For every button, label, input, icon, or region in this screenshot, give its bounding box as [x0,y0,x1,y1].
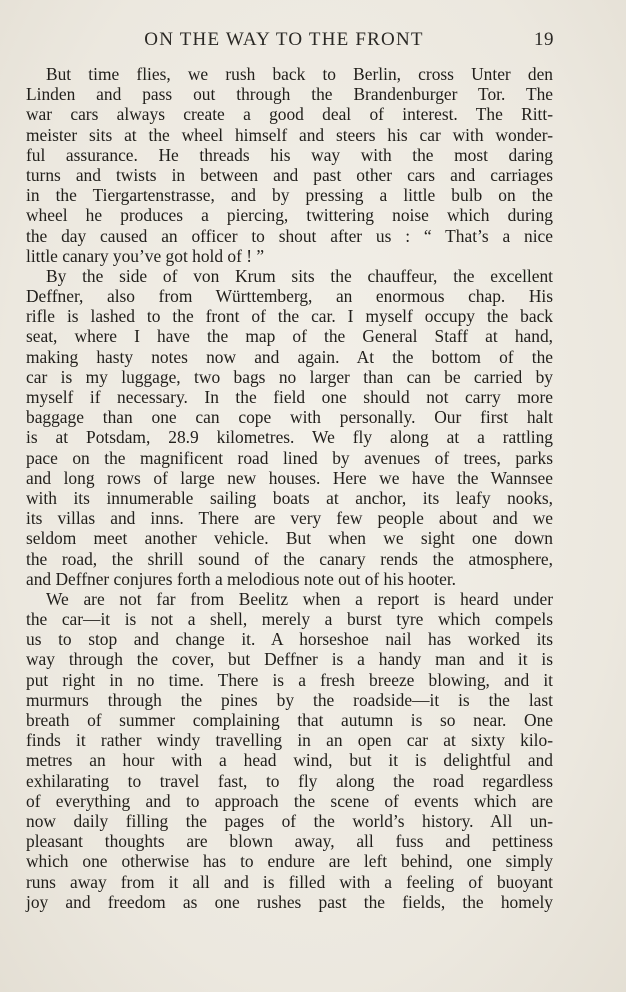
text-line: By the side of von Krum sits the chauffeur, the excellent [46,265,553,286]
text-line: meister sits at the wheel himself and steers his car with wonder- [26,124,553,145]
text-line: metres an hour with a head wind, but it is delightful and [26,750,553,771]
text-line: which one otherwise has to endure are left behind, one simply [26,851,553,872]
text-line: of everything and to approach the scene of events which are [26,790,553,811]
paragraph [26,64,553,266]
text-line: exhilarating to travel fast, to fly along the road regardless [26,770,553,791]
text-line: now daily filling the pages of the world’s history. All un- [26,810,553,831]
text-line: little canary you’ve got hold of ! ” [26,245,265,266]
text-line: turns and twists in between and past other cars and carriages [26,164,553,185]
text-line: us to stop and change it. A horseshoe nail has worked its [26,629,553,650]
text-line: way through the cover, but Deffner is a handy man and it is [26,649,553,670]
text-line: runs away from it all and is filled with a feeling of buoyant [26,871,553,892]
text-line: rifle is lashed to the front of the car. I myself occupy the back [26,306,553,327]
text-line: breath of summer complaining that autumn is so near. One [26,710,553,730]
text-line: But time flies, we rush back to Berlin, cross Unter den [46,64,553,84]
text-line: making hasty notes now and again. At the bottom of the [26,346,553,367]
running-title: ON THE WAY TO THE FRONT [144,29,424,50]
text-line: pleasant thoughts are blown away, all fuss and pettiness [26,831,553,852]
text-line: joy and freedom as one rushes past the fields, the homely [26,891,553,912]
text-line: in the Tiergartenstrasse, and by pressing a little bulb on the [26,185,553,206]
text-line: the car—it is not a shell, merely a burst tyre which compels [26,609,553,630]
text-line: and long rows of large new houses. Here we have the Wannsee [26,467,553,488]
text-line: baggage than one can cope with personally. Our first halt [26,407,553,428]
paragraph [26,589,553,912]
text-line: We are not far from Beelitz when a report is heard under [46,588,553,609]
text-line: finds it rather windy travelling in an open car at sixty kilo- [26,730,553,751]
body-text [26,64,553,912]
text-line: the day caused an officer to shout after us : “ That’s a nice [26,225,553,246]
text-line: wheel he produces a piercing, twittering noise which during [26,205,553,226]
paragraph [26,266,553,589]
running-head [26,29,554,55]
text-line: its villas and inns. There are very few people about and we [26,508,553,529]
text-line: put right in no time. There is a fresh breeze blowing, and it [26,669,553,690]
text-line: the road, the shrill sound of the canary rends the atmosphere, [26,548,553,569]
text-line: seldom meet another vehicle. But when we sight one down [26,528,553,549]
text-line: Linden and pass out through the Brandenburger Tor. The [26,84,553,105]
text-line: seat, where I have the map of the General Staff at hand, [26,326,553,347]
text-line: pace on the magnificent road lined by avenues of trees, parks [26,447,553,468]
text-line: car is my luggage, two bags no larger than can be carried by [26,366,553,387]
text-line: is at Potsdam, 28.9 kilometres. We fly along at a rattling [26,427,553,448]
text-line: Deffner, also from Württemberg, an enormous chap. His [26,286,553,307]
text-line: and Deffner conjures forth a melodious note out of his hooter. [26,568,456,589]
text-line: war cars always create a good deal of interest. The Ritt- [26,104,553,125]
text-line: ful assurance. He threads his way with the most daring [26,144,553,165]
page-number: 19 [534,29,554,50]
text-line: murmurs through the pines by the roadside—it is the last [26,689,553,710]
text-line: with its innumerable sailing boats at anchor, its leafy nooks, [26,487,553,508]
text-line: myself if necessary. In the field one should not carry more [26,387,553,407]
